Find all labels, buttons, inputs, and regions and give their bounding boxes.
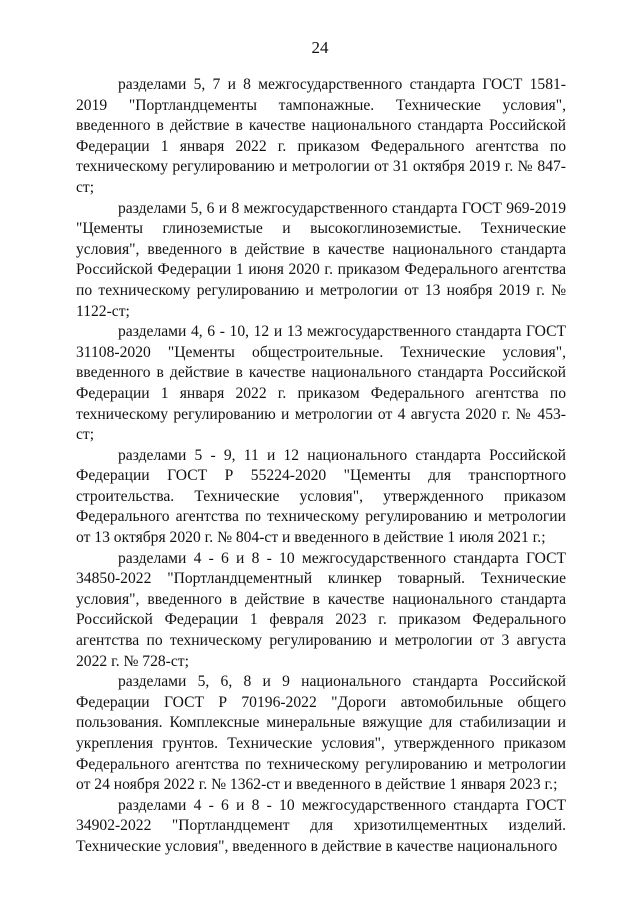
paragraph-gost-969-2019: разделами 5, 6 и 8 межгосударственного стандарта ГОСТ 969-2019 "Цементы глиноземистые и высокоглиноземистые. Технические условия", введенного в действие в качестве национального стандарта Российской Федерации 1 июня 2020 г. приказом Федерального агентства по техническому регулированию и метрологии от 13 ноября 2019 г. № 1122-ст; [76,199,566,320]
paragraph-gost-r-70196-2022: разделами 5, 6, 8 и 9 национального стандарта Российской Федерации ГОСТ Р 70196-2022 "Дороги автомобильные общего пользования. Комплексные минеральные вяжущие для стабилизации и укрепления грунтов. Технические условия", утвержденного приказом Федерального агентства по техническому регулированию и метрологии от 24 ноября 2022 г. № 1362-ст и введенного в действие 1 января 2023 г.; [76,673,566,794]
paragraph-gost-r-55224-2020: разделами 5 - 9, 11 и 12 национального стандарта Российской Федерации ГОСТ Р 55224-2020 "Цементы для транспортного строительства. Технические условия", утвержденного приказом Федерального агентства по техническому регулированию и метрологии от 13 октября 2020 г. № 804-ст и введенного в действие 1 июля 2021 г.; [76,446,566,547]
document-body [76,75,566,858]
paragraph-gost-34850-2022: разделами 4 - 6 и 8 - 10 межгосударственного стандарта ГОСТ 34850-2022 "Портландцементный клинкер товарный. Технические условия", введенного в действие в качестве национального стандарта Российской Федерации 1 февраля 2023 г. приказом Федерального агентства по техническому регулированию и метрологии от 3 августа 2022 г. № 728-ст; [76,549,566,670]
paragraph-gost-31108-2020: разделами 4, 6 - 10, 12 и 13 межгосударственного стандарта ГОСТ 31108-2020 "Цементы общестроительные. Технические условия", введенного в действие в качестве национального стандарта Российской Федерации 1 января 2022 г. приказом Федерального агентства по техническому регулированию и метрологии от 4 августа 2020 г. № 453-ст; [76,323,566,444]
paragraph-gost-1581-2019: разделами 5, 7 и 8 межгосударственного стандарта ГОСТ 1581-2019 "Портландцементы тампонажные. Технические условия", введенного в действие в качестве национального стандарта Российской Федерации 1 января 2022 г. приказом Федерального агентства по техническому регулированию и метрологии от 31 октября 2019 г. № 847-ст; [76,76,566,196]
page-number: 24 [311,38,329,57]
paragraph-gost-34902-2022: разделами 4 - 6 и 8 - 10 межгосударственного стандарта ГОСТ 34902-2022 "Портландцемент для хризотилцементных изделий. Технические условия", введенного в действие в качестве национального [76,796,566,855]
